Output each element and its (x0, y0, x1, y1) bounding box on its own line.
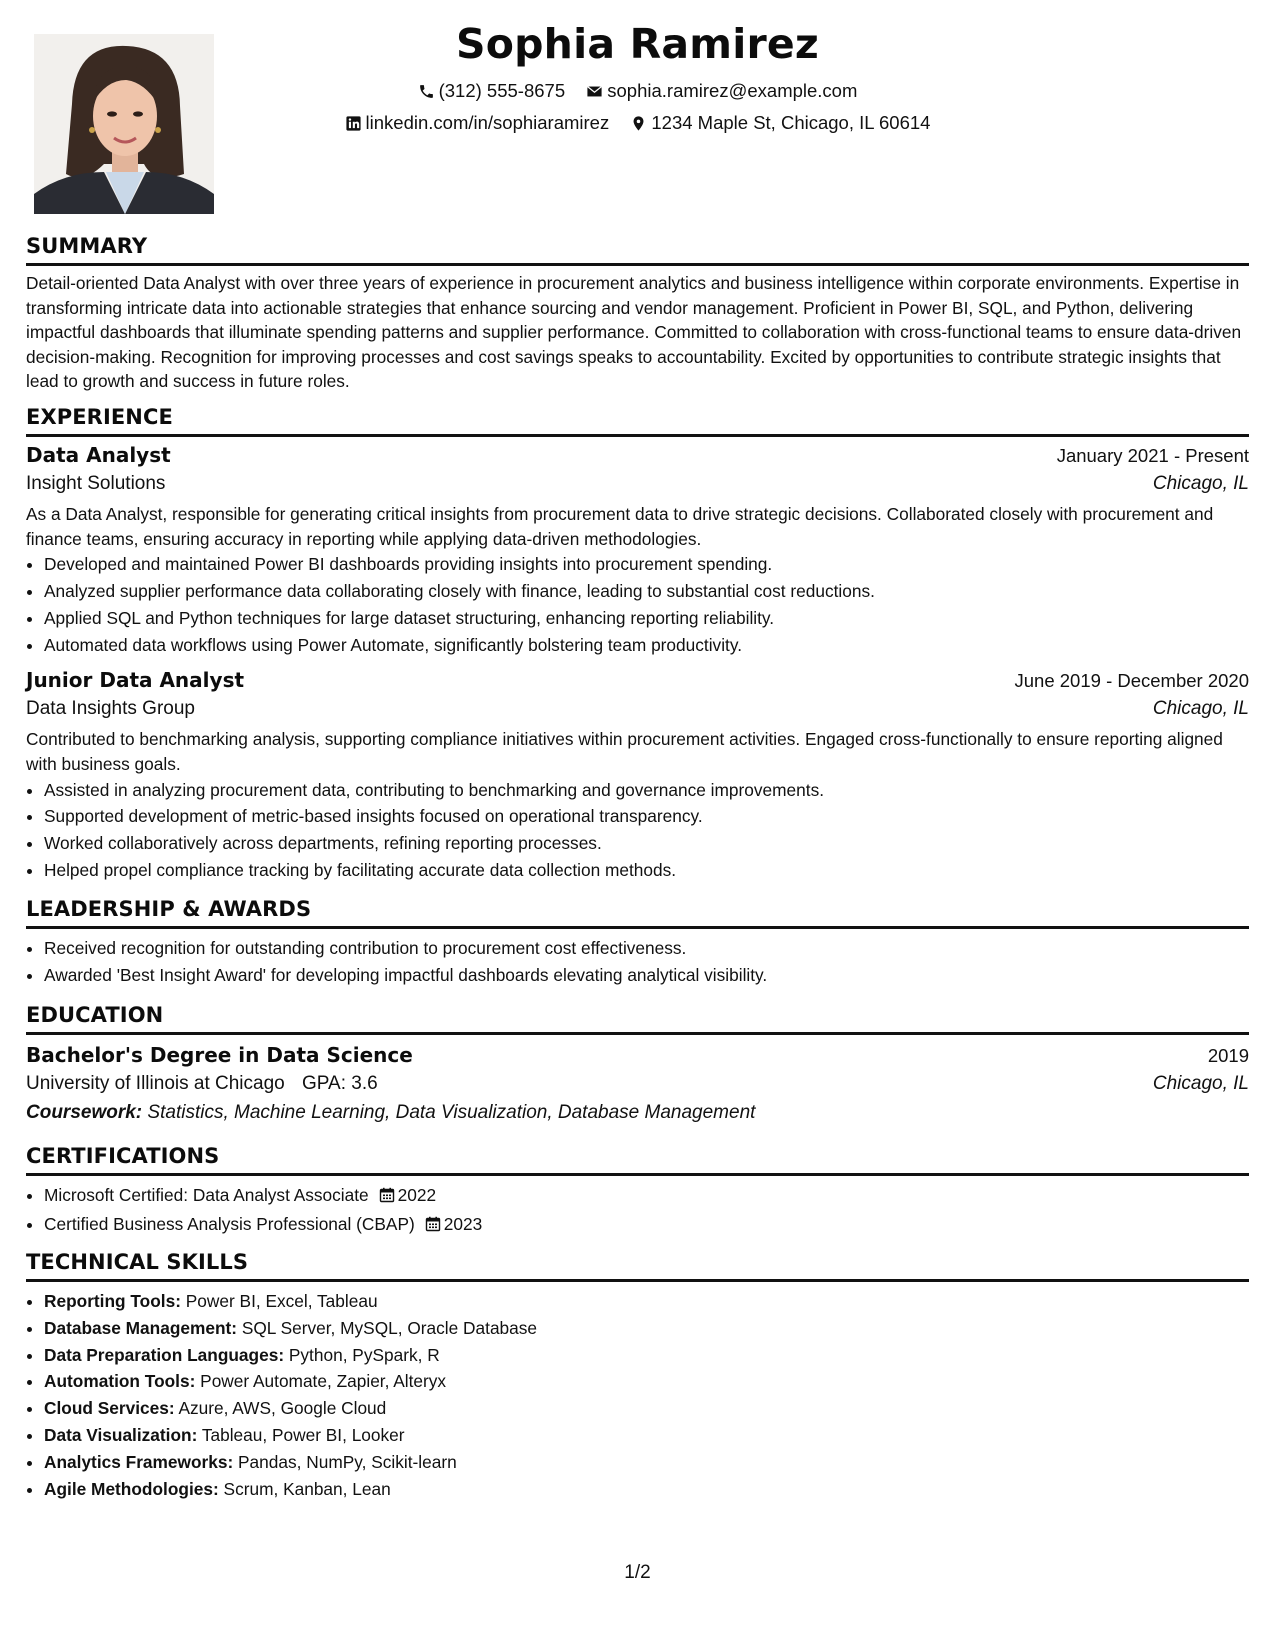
skill-value: Azure, AWS, Google Cloud (178, 1398, 387, 1419)
list-item (44, 1395, 1249, 1422)
coursework-label: Coursework: (26, 1102, 143, 1123)
list-item: • Worked collaboratively across departments, refining reporting processes. (44, 830, 1249, 857)
skill-label: Database Management: (44, 1317, 238, 1338)
list-item (44, 1288, 1249, 1315)
skill-value: Scrum, Kanban, Lean (223, 1478, 391, 1499)
list-item (44, 1211, 1249, 1240)
list-item (44, 1449, 1249, 1476)
skill-value: Python, PySpark, R (288, 1344, 440, 1365)
list-item: • Awarded 'Best Insight Award' for developing impactful dashboards elevating analytical visibility. (44, 962, 1249, 989)
linkedin-icon (345, 115, 362, 132)
skill-value: Power Automate, Zapier, Alteryx (200, 1371, 447, 1392)
page-number: 1/2 (624, 1562, 651, 1583)
skill-label: Data Preparation Languages: (44, 1344, 285, 1365)
list-item: • Received recognition for outstanding contribution to procurement cost effectiveness. (44, 935, 1249, 962)
calendar-icon (425, 1213, 441, 1240)
list-item (44, 1342, 1249, 1369)
job-bullets (26, 551, 1249, 658)
list-item: • Developed and maintained Power BI dashboards providing insights into procurement spending. (44, 551, 1249, 578)
degree-title: Bachelor's Degree in Data Science (26, 1043, 413, 1067)
job-location: Chicago, IL (1152, 473, 1249, 494)
candidate-name: Sophia Ramirez (456, 20, 819, 68)
leadership-section (26, 897, 1249, 989)
job-title: Junior Data Analyst (26, 668, 245, 693)
gpa: GPA: 3.6 (302, 1073, 378, 1094)
skill-label: Data Visualization: (44, 1424, 198, 1445)
section-title: CERTIFICATIONS (26, 1144, 1249, 1176)
phone-icon (418, 83, 435, 100)
skill-label: Automation Tools: (44, 1371, 196, 1392)
certifications-section (26, 1144, 1249, 1240)
phone-contact[interactable] (418, 80, 566, 102)
company-name: Data Insights Group (26, 698, 195, 720)
location-pin-icon (630, 115, 647, 132)
linkedin-url: linkedin.com/in/sophiaramirez (365, 112, 610, 133)
skill-value: Pandas, NumPy, Scikit-learn (238, 1451, 457, 1472)
list-item (44, 1182, 1249, 1211)
street-address: 1234 Maple St, Chicago, IL 60614 (651, 112, 931, 133)
contact-line-2 (0, 112, 1275, 137)
skills-list (26, 1288, 1249, 1502)
job-dates: June 2019 - December 2020 (1014, 670, 1249, 692)
skills-section (26, 1250, 1249, 1502)
education-section (26, 1003, 1249, 1124)
list-item (44, 1315, 1249, 1342)
skill-label: Analytics Frameworks: (44, 1451, 234, 1472)
job-description: Contributed to benchmarking analysis, supporting compliance initiatives within procurement activities. Engaged cross-functionally to ensure reporting aligned with business goals. (26, 729, 1223, 774)
certifications-list (26, 1182, 1249, 1240)
linkedin-contact[interactable] (345, 112, 610, 134)
envelope-icon (586, 83, 603, 100)
skill-value: SQL Server, MySQL, Oracle Database (241, 1317, 538, 1338)
section-title: TECHNICAL SKILLS (26, 1250, 1249, 1282)
experience-section (26, 405, 1249, 884)
school-name: University of Illinois at Chicago (26, 1073, 285, 1094)
email-contact[interactable] (586, 80, 857, 102)
phone-number: (312) 555-8675 (438, 80, 566, 101)
job-entry (26, 668, 1249, 883)
job-location: Chicago, IL (1152, 698, 1249, 720)
list-item (44, 1476, 1249, 1503)
certification-year: 2022 (397, 1185, 437, 1205)
list-item: • Supported development of metric-based insights focused on operational transparency. (44, 803, 1249, 830)
skill-label: Cloud Services: (44, 1398, 175, 1419)
summary-section (26, 234, 1249, 394)
job-title: Data Analyst (26, 443, 171, 467)
list-item: • Applied SQL and Python techniques for large dataset structuring, enhancing reporting reliability. (44, 605, 1249, 632)
awards-list (26, 935, 1249, 989)
school-location: Chicago, IL (1152, 1073, 1249, 1094)
job-entry (26, 443, 1249, 658)
list-item: • Automated data workflows using Power Automate, significantly bolstering team productivity. (44, 632, 1249, 659)
certification-name: Microsoft Certified: Data Analyst Associate (44, 1185, 369, 1205)
list-item: • Assisted in analyzing procurement data, contributing to benchmarking and governance improvements. (44, 777, 1249, 804)
skill-value: Tableau, Power BI, Looker (201, 1424, 405, 1445)
calendar-icon (379, 1184, 395, 1211)
section-title: EXPERIENCE (26, 405, 1249, 437)
certification-year: 2023 (443, 1213, 483, 1234)
list-item (44, 1368, 1249, 1395)
coursework-list: Statistics, Machine Learning, Data Visualization, Database Management (147, 1102, 756, 1123)
skill-value: Power BI, Excel, Tableau (185, 1291, 378, 1311)
address-contact (630, 112, 930, 134)
list-item (44, 1422, 1249, 1449)
list-item: • Helped propel compliance tracking by facilitating accurate data collection methods. (44, 857, 1249, 884)
list-item: • Analyzed supplier performance data collaborating closely with finance, leading to substantial cost reductions. (44, 578, 1249, 605)
contact-line-1 (0, 80, 1275, 105)
skill-label: Agile Methodologies: (44, 1478, 219, 1499)
section-title: EDUCATION (26, 1003, 1249, 1035)
skill-label: Reporting Tools: (44, 1291, 181, 1311)
email-address: sophia.ramirez@example.com (607, 80, 858, 101)
certification-name: Certified Business Analysis Professional (CBAP) (44, 1213, 415, 1234)
summary-text: Detail-oriented Data Analyst with over three years of experience in procurement analytics and business intelligence within corporate environments. Expertise in transforming intricate data into actionable strategies that enhance sourcing and vendor management. Proficient in Power BI, SQL, and Python, delivering impactful dashboards that illuminate spending patterns and supplier performance. Committed to collaboration with cross-functional teams to ensure data-driven decision-making. Recognition for improving processes and cost savings speaks to accountability. Excited by opportunities to contribute strategic insights that lead to growth and success in future roles. (26, 273, 1242, 392)
section-title: SUMMARY (26, 234, 1249, 266)
job-bullets (26, 777, 1249, 884)
graduation-year: 2019 (1207, 1045, 1249, 1066)
job-dates: January 2021 - Present (1056, 445, 1249, 466)
job-description: As a Data Analyst, responsible for generating critical insights from procurement data to drive strategic decisions. Collaborated closely with procurement and finance teams, ensuring accuracy in reporting while applying data-driven methodologies. (26, 504, 1214, 549)
company-name: Insight Solutions (26, 473, 166, 494)
coursework (26, 1102, 1249, 1124)
section-title: LEADERSHIP & AWARDS (26, 897, 1249, 929)
